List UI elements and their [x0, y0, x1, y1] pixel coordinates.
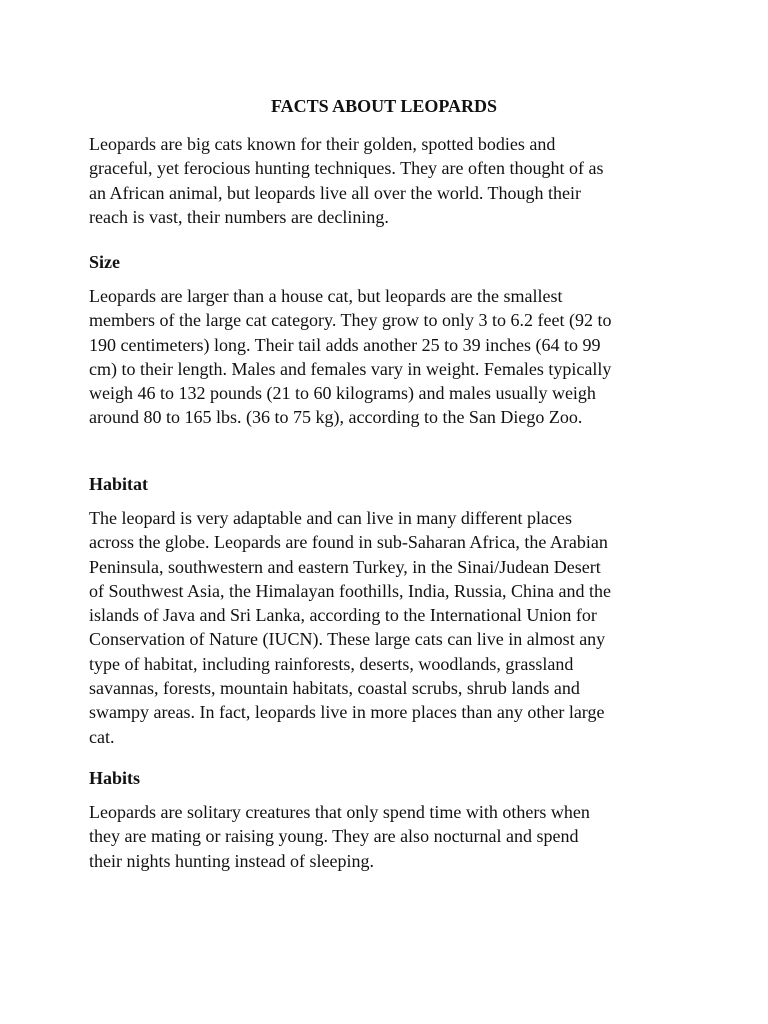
habits-line: Leopards are solitary creatures that only spend time with others when [89, 802, 590, 822]
size-paragraph [89, 284, 689, 430]
habitat-paragraph [89, 506, 689, 749]
habitat-line: type of habitat, including rainforests, deserts, woodlands, grassland [89, 653, 574, 674]
habitat-line: savannas, forests, mountain habitats, coastal scrubs, shrub lands and [89, 678, 580, 699]
size-line: around 80 to 165 lbs. (36 to 75 kg), according to the San Diego Zoo. [89, 407, 583, 428]
habits-line: they are mating or raising young. They are also nocturnal and spend [89, 826, 579, 847]
size-line: 190 centimeters) long. Their tail adds another 25 to 39 inches (64 to 99 [89, 334, 601, 355]
habitat-line: swampy areas. In fact, leopards live in more places than any other large [89, 702, 605, 723]
document-title: FACTS ABOUT LEOPARDS [270, 96, 498, 116]
habits-paragraph [89, 800, 689, 873]
habitat-line: across the globe. Leopards are found in sub-Saharan Africa, the Arabian [89, 532, 608, 553]
intro-line: graceful, yet ferocious hunting techniques. They are often thought of as [89, 158, 604, 179]
intro-paragraph [89, 132, 689, 229]
section-heading-habitat: Habitat [89, 474, 149, 494]
size-line: members of the large cat category. They grow to only 3 to 6.2 feet (92 to [89, 310, 612, 331]
habitat-line: islands of Java and Sri Lanka, according to the International Union for [89, 605, 597, 626]
size-line: weigh 46 to 132 pounds (21 to 60 kilograms) and males usually weigh [89, 383, 596, 404]
intro-line: Leopards are big cats known for their golden, spotted bodies and [89, 134, 556, 154]
section-heading-habits: Habits [89, 768, 141, 788]
habitat-line: The leopard is very adaptable and can live in many different places [89, 508, 572, 528]
section-heading-size: Size [89, 252, 120, 272]
size-line: Leopards are larger than a house cat, but leopards are the smallest [89, 286, 563, 306]
habitat-line: Peninsula, southwestern and eastern Turkey, in the Sinai/Judean Desert [89, 556, 601, 577]
size-line: cm) to their length. Males and females vary in weight. Females typically [89, 358, 612, 379]
habitat-line: cat. [89, 726, 115, 747]
habitat-line: Conservation of Nature (IUCN). These large cats can live in almost any [89, 629, 606, 650]
intro-line: reach is vast, their numbers are declining. [89, 206, 389, 227]
habits-line: their nights hunting instead of sleeping. [89, 850, 374, 871]
habitat-line: of Southwest Asia, the Himalayan foothills, India, Russia, China and the [89, 580, 611, 601]
intro-line: an African animal, but leopards live all over the world. Though their [89, 182, 582, 203]
